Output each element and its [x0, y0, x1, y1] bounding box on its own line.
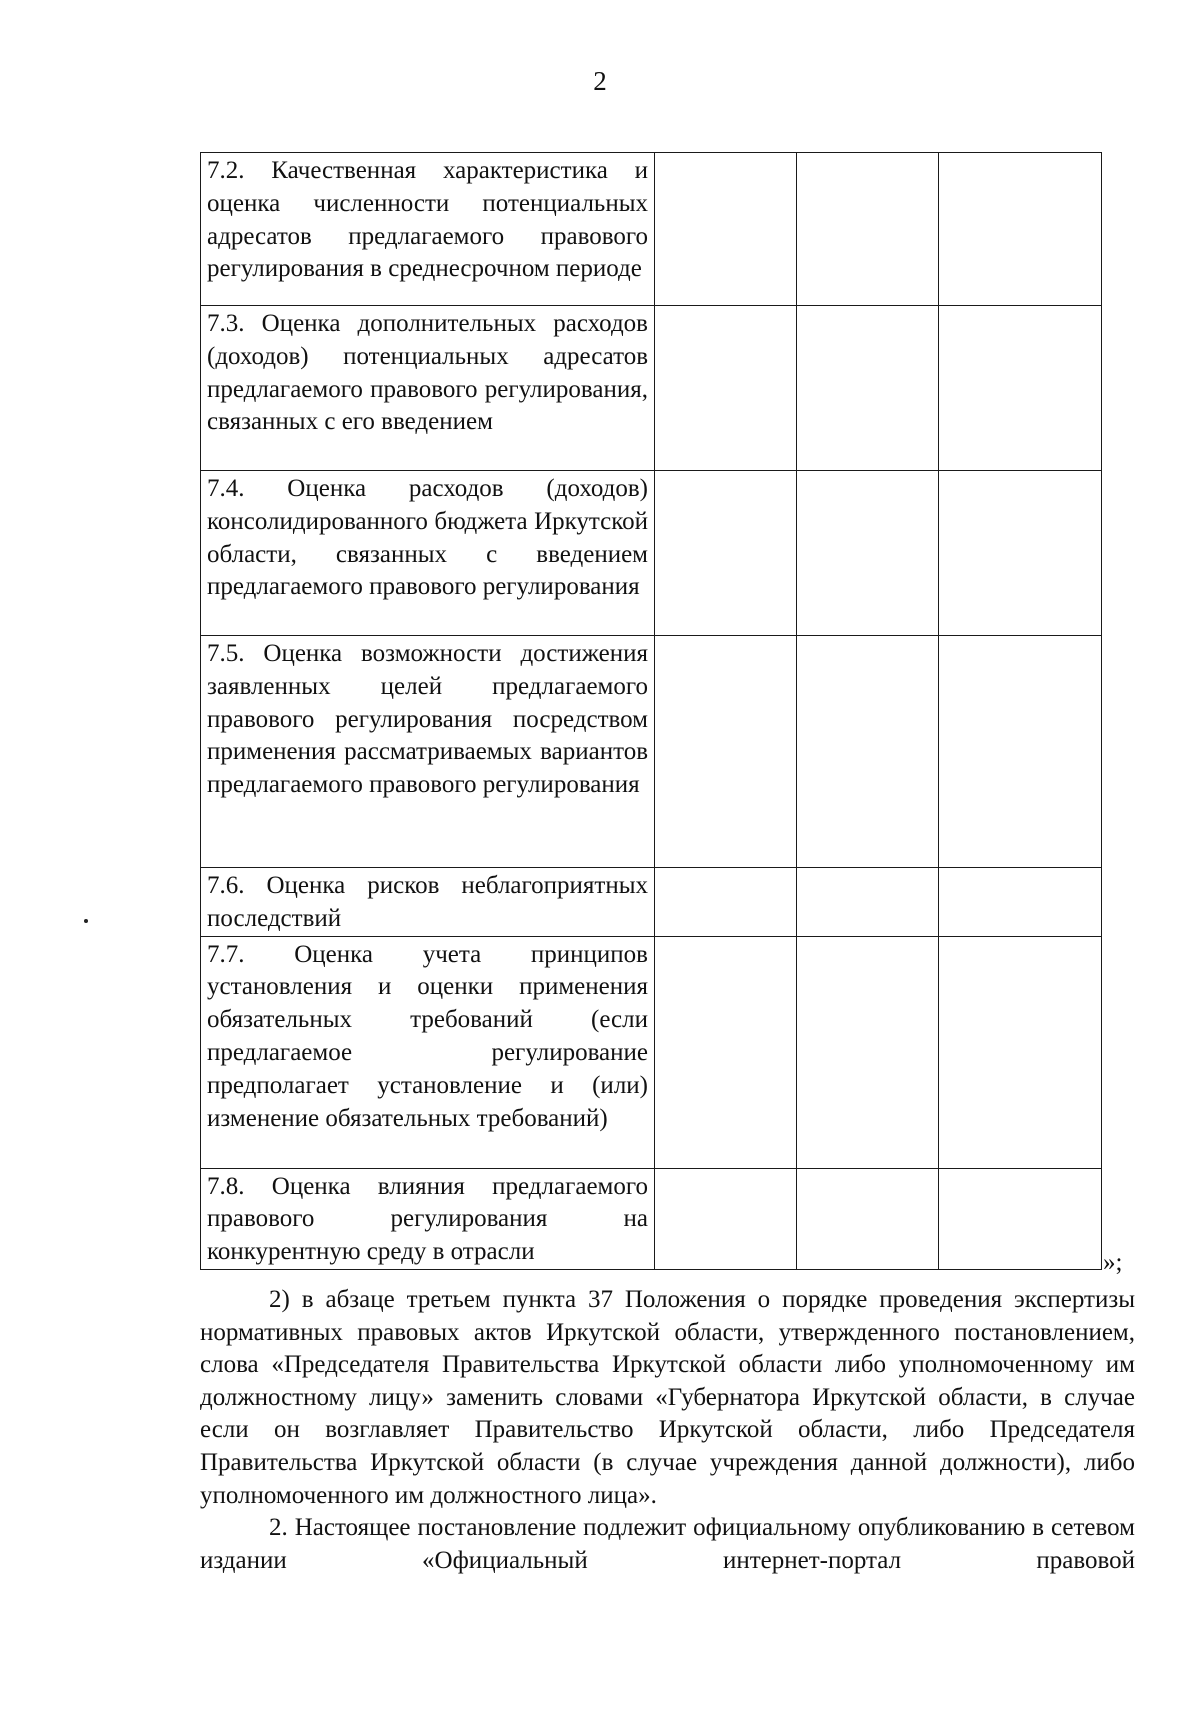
row-label-cell: [201, 306, 655, 471]
empty-cell: [655, 936, 797, 1168]
row-label-cell: [201, 868, 655, 937]
table-row: [201, 153, 1102, 306]
empty-cell: [939, 153, 1102, 306]
page-number: 2: [593, 66, 607, 96]
table-row: [201, 868, 1102, 937]
empty-cell: [797, 306, 939, 471]
row-label-cell: [201, 153, 655, 306]
scan-speck: [84, 919, 88, 923]
publication-paragraph: 2. Настоящее постановление подлежит официальному опубликованию в сетевом издании «Официальный интернет-портал правовой: [200, 1514, 1135, 1574]
empty-cell: [939, 471, 1102, 636]
row-label-7-5: 7.5. Оценка возможности достижения заявленных целей предлагаемого правового регулирования посредством применения рассматриваемых вариантов предлагаемого правового регулирования: [207, 640, 648, 799]
assessment-table: [200, 152, 1102, 1270]
empty-cell: [939, 936, 1102, 1168]
empty-cell: [797, 636, 939, 868]
empty-cell: [655, 636, 797, 868]
closing-quote: »;: [1103, 1249, 1123, 1276]
empty-cell: [939, 306, 1102, 471]
row-label-cell: [201, 636, 655, 868]
empty-cell: [655, 471, 797, 636]
row-label-7-4: 7.4. Оценка расходов (доходов) консолидированного бюджета Иркутской области, связанных с введением предлагаемого правового регулирования: [207, 475, 648, 601]
empty-cell: [797, 471, 939, 636]
table-row: [201, 636, 1102, 868]
empty-cell: [939, 636, 1102, 868]
row-label-7-7: 7.7. Оценка учета принципов установления и оценки применения обязательных требований (если предлагаемое регулирование предполагает установление и (или) изменение обязательных требований): [207, 940, 648, 1132]
row-label-cell: [201, 1168, 655, 1269]
empty-cell: [655, 868, 797, 937]
empty-cell: [655, 1168, 797, 1269]
row-label-cell: [201, 471, 655, 636]
row-label-7-2: 7.2. Качественная характеристика и оценка численности потенциальных адресатов предлагаемого правового регулирования в среднесрочном периоде: [207, 157, 648, 283]
table-row: [201, 936, 1102, 1168]
row-label-cell: [201, 936, 655, 1168]
empty-cell: [797, 153, 939, 306]
empty-cell: [655, 306, 797, 471]
empty-cell: [797, 1168, 939, 1269]
row-label-7-3: 7.3. Оценка дополнительных расходов (доходов) потенциальных адресатов предлагаемого правового регулирования, связанных с его введением: [207, 310, 648, 436]
empty-cell: [797, 936, 939, 1168]
row-label-7-8: 7.8. Оценка влияния предлагаемого правового регулирования на конкурентную среду в отрасли: [207, 1172, 648, 1266]
row-label-7-6: 7.6. Оценка рисков неблагоприятных последствий: [207, 872, 648, 932]
table-row: [201, 1168, 1102, 1269]
empty-cell: [939, 868, 1102, 937]
table-row: [201, 306, 1102, 471]
table-row: [201, 471, 1102, 636]
empty-cell: [797, 868, 939, 937]
empty-cell: [655, 153, 797, 306]
empty-cell: [939, 1168, 1102, 1269]
amendment-paragraph: 2) в абзаце третьем пункта 37 Положения о порядке проведения экспертизы нормативных правовых актов Иркутской области, утвержденного постановлением, слова «Председателя Правительства Иркутской области либо уполномоченному им должностному лицу» заменить словами «Губернатора Иркутской области, в случае если он возглавляет Правительство Иркутской области, либо Председателя Правительства Иркутской области (в случае учреждения данной должности), либо уполномоченного им должностного лица».: [200, 1286, 1135, 1509]
